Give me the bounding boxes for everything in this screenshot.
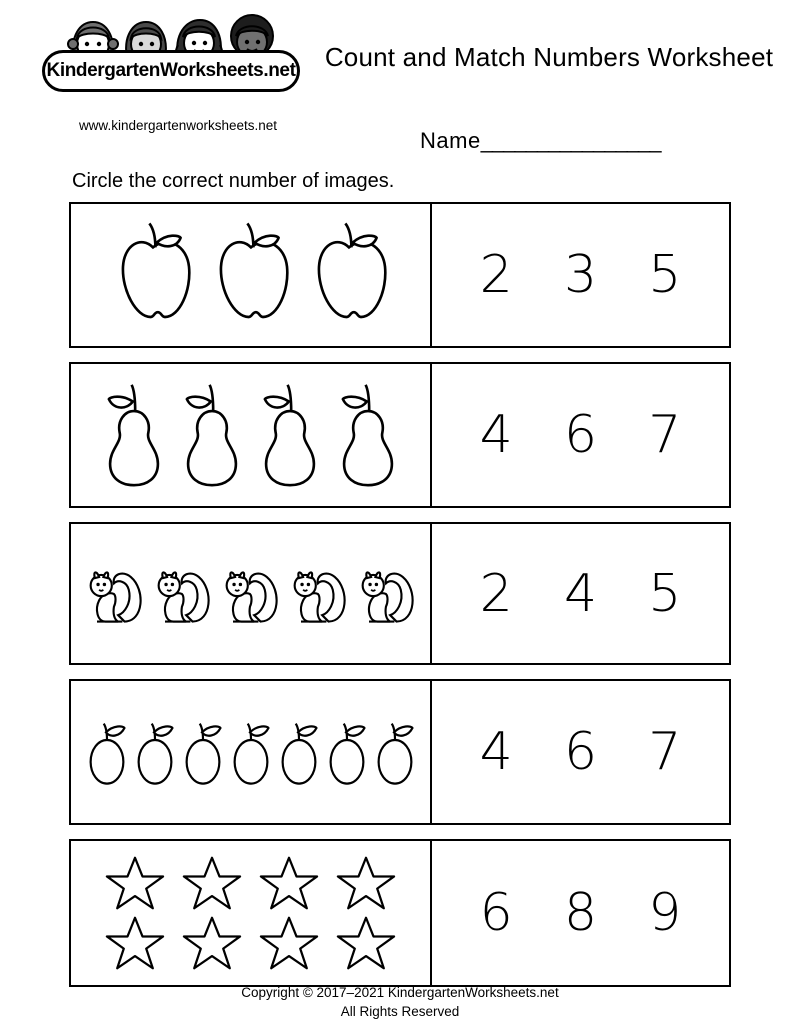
- squirrel-icon: [82, 558, 148, 630]
- star-icon: [336, 854, 396, 912]
- row-images-pear: [71, 364, 432, 506]
- number-option[interactable]: 4: [479, 722, 513, 782]
- page-footer: [0, 983, 800, 1021]
- number-option[interactable]: 5: [648, 563, 682, 624]
- number-option[interactable]: 2: [479, 245, 513, 305]
- apple-icon: [203, 221, 299, 329]
- squirrel-icon: [218, 558, 284, 630]
- table-row: [69, 522, 731, 665]
- table-row: [69, 202, 731, 348]
- instructions-text: Circle the correct number of images.: [72, 170, 395, 192]
- lemon-icon: [324, 716, 370, 788]
- row-options: [432, 681, 729, 823]
- number-option[interactable]: 8: [563, 883, 598, 943]
- lemon-icon: [276, 716, 322, 788]
- name-label: Name: [420, 128, 481, 153]
- name-field[interactable]: [420, 128, 660, 154]
- site-logo[interactable]: [42, 14, 312, 114]
- row-images-apple: [71, 204, 432, 346]
- logo-text-part2: Worksheets: [159, 60, 264, 81]
- image-strip: [71, 716, 430, 788]
- logo-text-part3: .net: [263, 60, 296, 81]
- apple-icon: [105, 221, 201, 329]
- star-icon: [259, 854, 319, 912]
- number-option[interactable]: 6: [563, 405, 598, 465]
- number-option[interactable]: 2: [479, 563, 513, 624]
- pear-icon: [252, 380, 328, 490]
- squirrel-icon: [286, 558, 352, 630]
- number-option[interactable]: 4: [563, 563, 598, 624]
- squirrel-icon: [150, 558, 216, 630]
- number-option[interactable]: 9: [648, 883, 682, 943]
- worksheet-rows: [69, 202, 731, 1001]
- star-icon: [259, 914, 319, 972]
- row-options: [432, 841, 729, 985]
- image-grid: [71, 848, 430, 978]
- site-url: www.kindergartenworksheets.net: [78, 118, 278, 133]
- pear-icon: [330, 380, 406, 490]
- number-option[interactable]: 7: [648, 405, 682, 465]
- star-icon: [182, 854, 242, 912]
- number-option[interactable]: 4: [479, 405, 513, 465]
- pear-icon: [174, 380, 250, 490]
- lemon-icon: [132, 716, 178, 788]
- name-blank: ________________: [480, 128, 661, 153]
- logo-text-part1: Kindergarten: [46, 60, 160, 81]
- row-images-squirrel: [71, 524, 432, 663]
- number-option[interactable]: 3: [563, 245, 598, 305]
- logo-text: [42, 52, 300, 90]
- star-icon: [105, 854, 165, 912]
- table-row: [69, 839, 731, 987]
- lemon-icon: [372, 716, 418, 788]
- number-option[interactable]: 5: [648, 245, 682, 305]
- number-option[interactable]: 6: [479, 883, 513, 943]
- pear-icon: [96, 380, 172, 490]
- number-option[interactable]: 7: [648, 722, 682, 782]
- rights-text: All Rights Reserved: [340, 1004, 460, 1019]
- table-row: [69, 679, 731, 825]
- number-option[interactable]: 6: [563, 722, 598, 782]
- image-strip: [71, 558, 430, 630]
- star-icon: [105, 914, 165, 972]
- squirrel-icon: [354, 558, 420, 630]
- copyright-text: Copyright © 2017–2021 KindergartenWorksheets.net: [241, 985, 559, 1000]
- lemon-icon: [180, 716, 226, 788]
- lemon-icon: [84, 716, 130, 788]
- row-images-star: [71, 841, 432, 985]
- table-row: [69, 362, 731, 508]
- page-header: [0, 0, 800, 160]
- apple-icon: [301, 221, 397, 329]
- star-icon: [182, 914, 242, 972]
- row-options: [432, 204, 729, 346]
- image-strip: [71, 380, 430, 490]
- lemon-icon: [228, 716, 274, 788]
- row-options: [432, 364, 729, 506]
- image-strip: [71, 221, 430, 329]
- row-images-lemon: [71, 681, 432, 823]
- star-icon: [336, 914, 396, 972]
- page-title: Count and Match Numbers Worksheet: [324, 42, 774, 72]
- row-options: [432, 524, 729, 663]
